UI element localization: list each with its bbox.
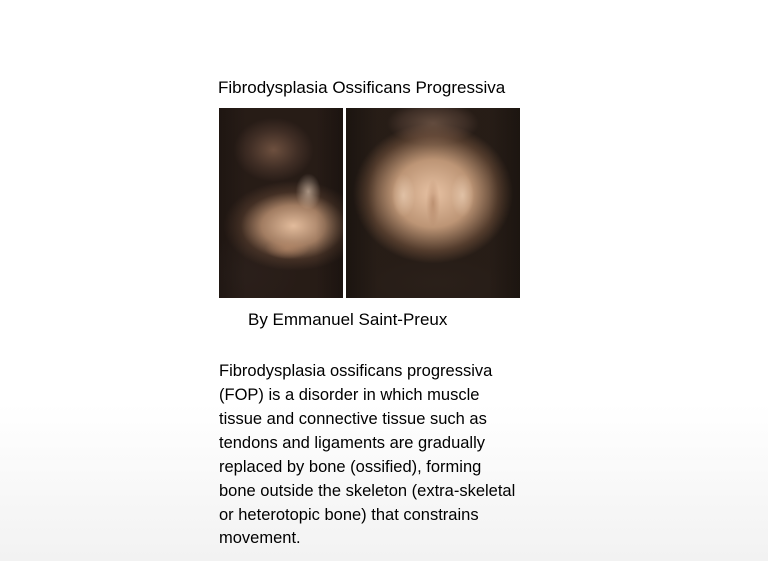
author-byline: By Emmanuel Saint-Preux [248,310,448,329]
page-title: Fibrodysplasia Ossificans Progressiva [218,78,506,97]
fop-patient-back-photos [219,108,520,298]
patient-seated-back-view-image [219,108,343,298]
patient-standing-back-view-image [346,108,520,298]
body-paragraph: Fibrodysplasia ossificans progressiva (FOP) is a disorder in which muscle tissue and connective tissue such as tendons and ligaments are gradually replaced by bone (ossified), forming bone outside the skeleton (extra-skeletal or heterotopic bone) that constrains movement. [219,362,516,548]
